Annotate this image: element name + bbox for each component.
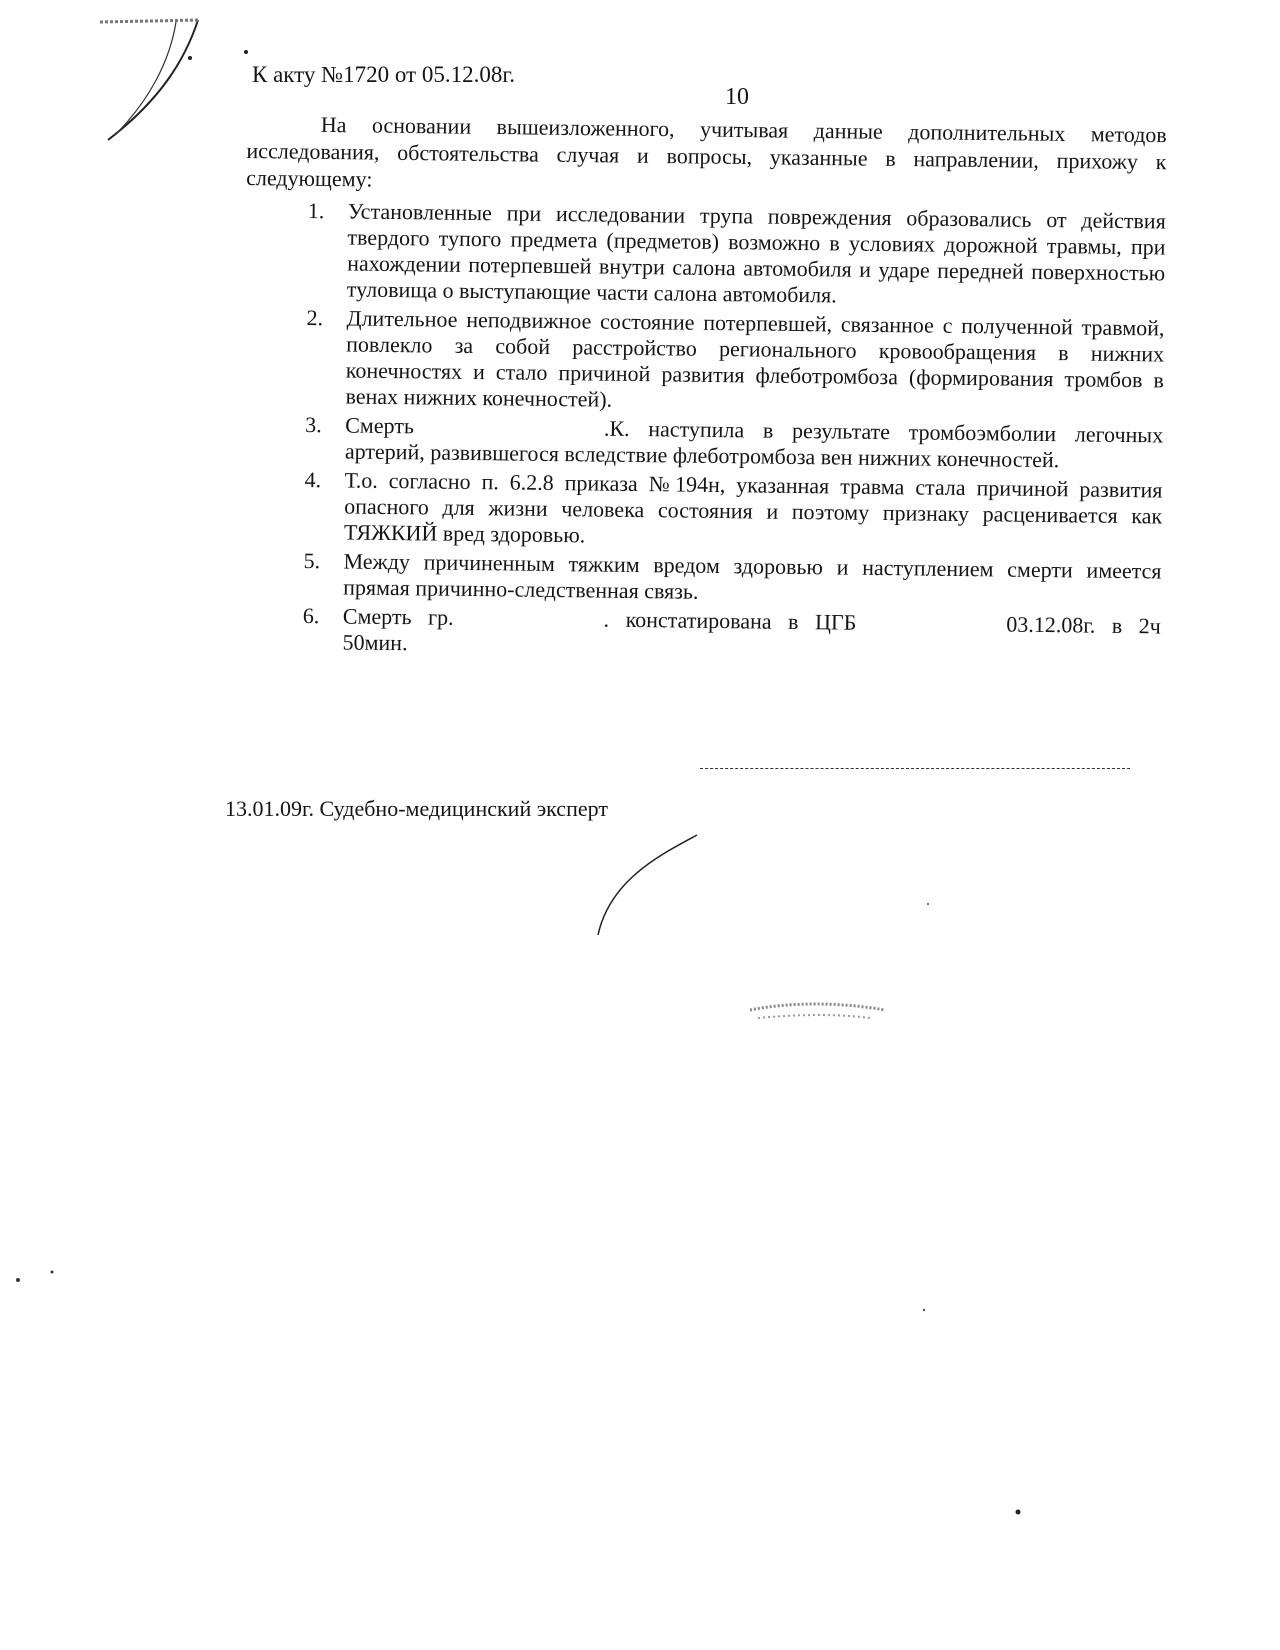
item-text: Между причиненным тяжким вредом здоровью и наступлением смерти имеется прямая причинно-следственная связь. bbox=[343, 548, 1162, 604]
redacted-name bbox=[414, 433, 604, 435]
redacted-location bbox=[856, 630, 1006, 632]
signature-line bbox=[700, 768, 1130, 769]
conclusion-item bbox=[304, 467, 1163, 555]
item-text-start: Смерть гр. bbox=[342, 603, 454, 630]
conclusion-item bbox=[302, 603, 1161, 665]
item-text-end: 03.12.08г. в 2ч 50мин. bbox=[342, 611, 1161, 656]
act-reference: К акту №1720 от 05.12.08г. bbox=[252, 62, 515, 87]
conclusion-item bbox=[303, 548, 1162, 610]
item-number: 6. bbox=[302, 602, 320, 629]
item-text-middle: . констатирована в ЦГБ bbox=[603, 606, 857, 635]
redacted-name bbox=[454, 625, 604, 627]
conclusion-item bbox=[305, 305, 1164, 419]
item-number: 2. bbox=[306, 304, 324, 331]
item-text-start: Смерть bbox=[345, 412, 415, 439]
item-number: 1. bbox=[307, 198, 325, 224]
conclusions-list bbox=[302, 198, 1166, 668]
item-number: 3. bbox=[305, 411, 322, 438]
intro-paragraph: На основании вышеизложенного, учитывая данные дополнительных методов исследования, обстоятельства случая и вопросы, указанные в направлении, прихожу к следующему: bbox=[246, 111, 1167, 192]
item-text: Длительное неподвижное состояние потерпевшей, связанное с полученной травмой, повлекло за собой расстройство регионального кровообращения в нижних конечностях и стало причиной развития флеботромбоза (формирования тромбов в венах нижних конечностей). bbox=[345, 305, 1165, 412]
page-number: 10 bbox=[725, 84, 749, 110]
conclusion-item bbox=[307, 198, 1166, 312]
item-text-end: .К. наступила в результате тромбоэмболии легочных артерий, развившегося вследствие флеботромбоза вен нижних конечностей. bbox=[344, 415, 1164, 473]
item-text: Т.о. согласно п. 6.2.8 приказа №194н, указанная травма стала причиной развития опасного для жизни человека состояния и поэтому признаку расценивается как ТЯЖКИЙ вред здоровью. bbox=[343, 467, 1163, 548]
item-number: 4. bbox=[304, 466, 322, 493]
item-text: Установленные при исследовании трупа повреждения образовались от действия твердого тупого предмета (предметов) возможно в условиях дорожной травмы, при нахождении потерпевшей внутри салона автомобиля и ударе передней поверхностью туловища о выступающие части салона автомобиля. bbox=[346, 198, 1166, 308]
item-number: 5. bbox=[303, 547, 321, 574]
conclusion-item bbox=[305, 412, 1164, 474]
expert-signature-label: 13.01.09г. Судебно-медицинский эксперт bbox=[225, 796, 608, 821]
